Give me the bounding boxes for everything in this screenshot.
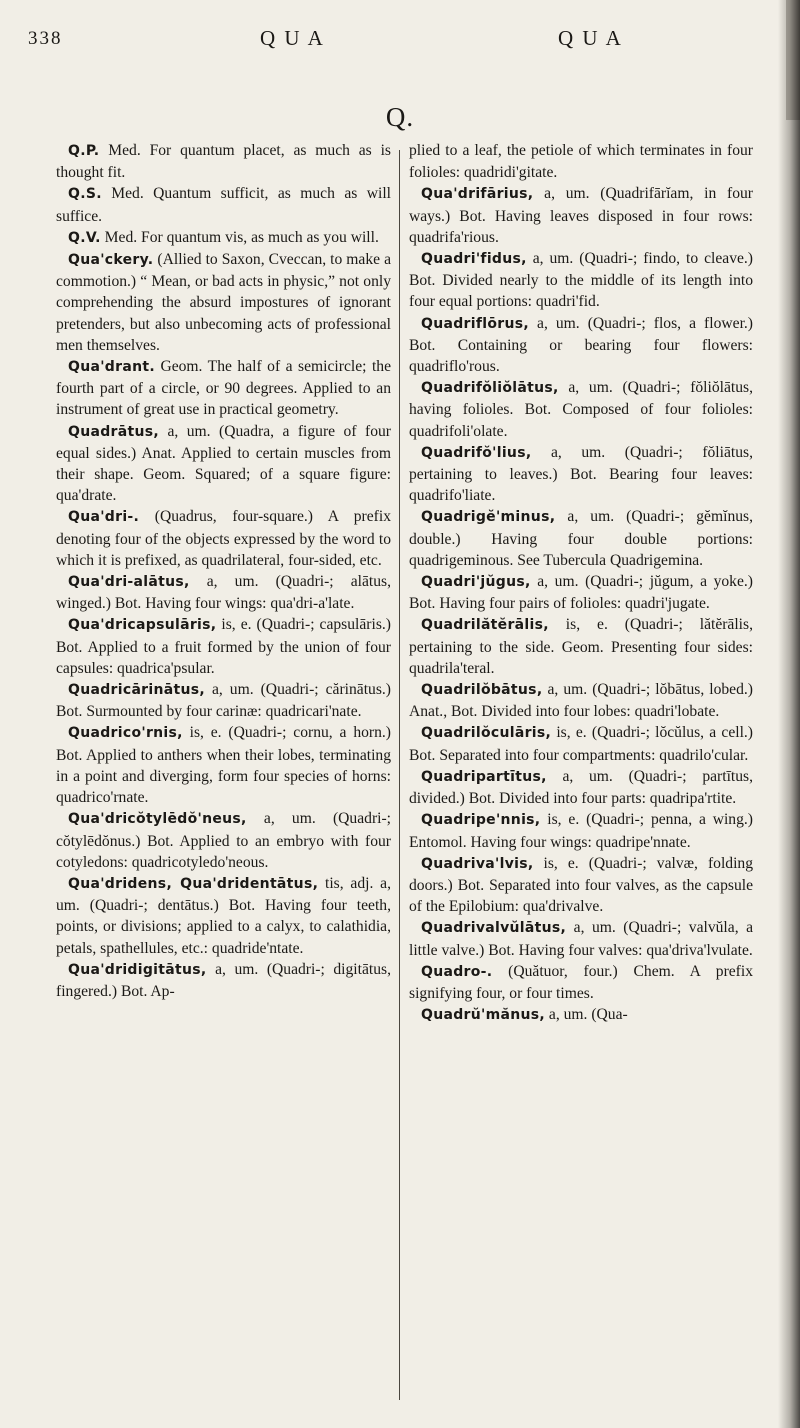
dictionary-entry	[56, 808, 391, 873]
entry-headword: Quadri'fidus,	[421, 251, 527, 268]
entry-headword: Qua'ckery.	[68, 252, 154, 269]
column-divider	[399, 150, 400, 1400]
dictionary-entry	[56, 140, 391, 183]
entry-definition: a, um. (Quadri-; flos, a flower.) Bot. Containing or bearing four flowers: quadriflo'rous.	[409, 314, 753, 376]
dictionary-entry	[409, 809, 753, 852]
dictionary-entry	[409, 766, 753, 809]
dictionary-entry	[409, 506, 753, 571]
entry-headword: Qua'dridens, Qua'dridentātus,	[68, 875, 319, 892]
page-number: 338	[28, 28, 63, 49]
dictionary-entry	[56, 722, 391, 808]
dictionary-entry	[56, 873, 391, 959]
dictionary-entry	[409, 722, 753, 765]
dictionary-entry	[409, 377, 753, 442]
dictionary-entry	[56, 183, 391, 226]
section-letter: Q.	[385, 102, 415, 132]
dictionary-entry	[56, 356, 391, 421]
dictionary-entry	[56, 421, 391, 507]
entry-headword: Q.P.	[68, 143, 100, 159]
entry-definition: a, um. (Quadri-; lŏbātus, lobed.) Anat., Bot. Divided into four lobes: quadri'lobate.	[409, 681, 753, 721]
entry-definition: a, um. (Quadri-; fŏliŏlātus, having folioles. Bot. Composed of four folioles: quadrifoli'olate.	[409, 379, 753, 440]
dictionary-entry	[409, 140, 753, 183]
entry-definition: a, um. (Quadri-; cărinātus.) Bot. Surmounted by four carinæ: quadricari'nate.	[56, 681, 391, 721]
entry-headword: Quadripartītus,	[421, 768, 547, 785]
dictionary-entry	[409, 442, 753, 507]
entry-headword: Quadrico'rnis,	[68, 725, 183, 742]
entry-headword: Quadrifŏ'lius,	[421, 444, 532, 461]
entry-definition: Med. For quantum vis, as much as you will.	[100, 228, 379, 246]
entry-headword: Quadriflōrus,	[421, 315, 529, 332]
entry-headword: Quadrilŏbātus,	[421, 682, 543, 699]
entry-definition: is, e. (Quadri-; penna, a wing.) Entomol. Having four wings: quadripe'nnate.	[409, 811, 753, 851]
dictionary-entry	[409, 183, 753, 248]
dictionary-entry	[409, 1004, 753, 1026]
entry-headword: Q.S.	[68, 186, 102, 203]
dictionary-entry	[56, 227, 391, 249]
entry-headword: Quadrivalvŭlātus,	[421, 920, 567, 937]
dictionary-entry	[56, 506, 391, 571]
entry-definition: is, e. (Quadri-; lŏcŭlus, a cell.) Bot. Separated into four compartments: quadrilo'cular.	[409, 724, 753, 764]
dictionary-entry	[56, 679, 391, 722]
page-edge-shadow	[778, 0, 800, 1428]
dictionary-entry	[409, 961, 753, 1004]
dictionary-entry	[56, 571, 391, 614]
running-header	[28, 18, 772, 58]
entry-definition: (Allied to Saxon, Cveccan, to make a commotion.) “ Mean, or bad acts in physic,” not only comprehending the absurd impostures of ignorant pretenders, but also unbecoming acts of professional men themselves.	[56, 251, 391, 354]
dictionary-entry	[56, 614, 391, 679]
entry-definition: is, e. (Quadri-; lătĕrālis, pertaining to the side. Geom. Presenting four sides: quadrila'teral.	[409, 616, 753, 677]
entry-definition: a, um. (Quadri-; alātus, winged.) Bot. Having four wings: qua'dri-a'late.	[56, 573, 391, 613]
dictionary-entry	[409, 853, 753, 918]
entry-headword: Quadro-.	[421, 963, 493, 980]
entry-headword: Quadriva'lvis,	[421, 855, 534, 872]
entry-definition: a, um. (Quadri-; jŭgum, a yoke.) Bot. Having four pairs of folioles: quadri'jugate.	[409, 573, 753, 613]
dictionary-entry	[409, 571, 753, 614]
entry-definition: (Quătuor, four.) Chem. A prefix signifying four, or four times.	[409, 962, 753, 1002]
dictionary-entry	[409, 313, 753, 378]
entry-headword: Qua'dricŏtylēdŏ'neus,	[68, 811, 247, 828]
running-head-right: Q U A	[558, 26, 623, 50]
entry-definition: is, e. (Quadri-; capsulāris.) Bot. Applied to a fruit formed by the union of four capsules: quadrica'psular.	[56, 616, 391, 677]
entry-headword: Quadrŭ'mănus,	[421, 1007, 546, 1024]
entry-headword: Quadrigĕ'minus,	[421, 509, 556, 526]
entry-definition: a, um. (Quadri-; partītus, divided.) Bot. Divided into four parts: quadripa'rtite.	[409, 767, 753, 808]
entry-headword: Quadricārinātus,	[68, 682, 206, 699]
entry-headword: Qua'drant.	[68, 359, 155, 376]
entry-headword: Quadripe'nnis,	[421, 812, 541, 829]
entry-definition: a, um. (Quadri-; fŏliātus, pertaining to leaves.) Bot. Bearing four leaves: quadrifo'liate.	[409, 443, 753, 505]
entry-definition: Geom. The half of a semicircle; the fourth part of a circle, or 90 degrees. Applied to an instrument of great use in practical geometry.	[56, 358, 391, 419]
left-column	[56, 140, 391, 1400]
entry-headword: Qua'dricapsulāris,	[68, 617, 217, 634]
entry-headword: Quadrilătĕrālis,	[421, 617, 549, 634]
entry-headword: Quadri'jŭgus,	[421, 574, 531, 591]
right-column	[409, 140, 753, 1400]
dictionary-entry	[56, 959, 391, 1002]
entry-definition: a, um. (Qua-	[545, 1006, 628, 1024]
entry-definition: (Quadrus, four-square.) A prefix denoting four of the objects expressed by the word to which it is prefixed, as quadrilateral, four-sided, etc.	[56, 508, 391, 569]
entry-definition: is, e. (Quadri-; valvæ, folding doors.) Bot. Separated into four valves, as the capsule of the Epilobium: qua'drivalve.	[409, 854, 753, 916]
dictionary-entry	[409, 679, 753, 722]
entry-definition: a, um. (Quadri-; digitātus, fingered.) Bot. Ap-	[56, 960, 391, 1000]
running-head-left: Q U A	[260, 26, 325, 50]
entry-headword: Qua'dri-alātus,	[68, 574, 190, 591]
entry-definition: plied to a leaf, the petiole of which terminates in four folioles: quadridi'gitate.	[409, 142, 753, 182]
entry-definition: a, um. (Quadri-; cŏtylēdŏnus.) Bot. Applied to an embryo with four cotyledons: quadricotyledo'neous.	[56, 810, 391, 871]
entry-definition: a, um. (Quadrifārĭam, in four ways.) Bot. Having leaves disposed in four rows: quadrifa'rious.	[409, 185, 753, 246]
entry-definition: tis, adj. a, um. (Quadri-; dentātus.) Bot. Having four teeth, points, or divisions; applied to a calyx, to calathidia, petals, spathellules, etc.: quadride'ntate.	[56, 874, 391, 957]
dictionary-entry	[409, 248, 753, 313]
entry-definition: a, um. (Quadri-; findo, to cleave.) Bot. Divided nearly to the middle of its length into four equal portions: quadri'fid.	[409, 250, 753, 311]
entry-definition: Med. Quantum sufficit, as much as will suffice.	[56, 185, 391, 225]
dictionary-entry	[409, 614, 753, 679]
dictionary-entry	[56, 249, 391, 356]
entry-headword: Quadrilŏculāris,	[421, 725, 552, 742]
entry-definition: a, um. (Quadra, a figure of four equal sides.) Anat. Applied to certain muscles from their shape. Geom. Squared; of a square figure: qua'drate.	[56, 422, 391, 505]
entry-definition: a, um. (Quadri-; valvŭla, a little valve.) Bot. Having four valves: qua'driva'lvulate.	[409, 919, 753, 959]
dictionary-entry	[409, 917, 753, 960]
entry-headword: Q.V.	[68, 229, 101, 246]
entry-headword: Quadrātus,	[68, 423, 159, 440]
entry-definition: is, e. (Quadri-; cornu, a horn.) Bot. Applied to anthers when their lobes, terminating in a point and diverging, form four species of horns: quadrico'rnate.	[56, 724, 391, 807]
entry-headword: Qua'dridigitātus,	[68, 961, 207, 978]
entry-definition: Med. For quantum placet, as much as is thought fit.	[56, 142, 391, 182]
entry-headword: Qua'drifārius,	[421, 186, 534, 203]
entry-headword: Qua'dri-.	[68, 509, 140, 526]
entry-definition: a, um. (Quadri-; gĕmĭnus, double.) Having four double portions: quadrigeminous. See Tubercula Quadrigemina.	[409, 508, 753, 569]
entry-headword: Quadrifŏliŏlātus,	[421, 380, 559, 397]
